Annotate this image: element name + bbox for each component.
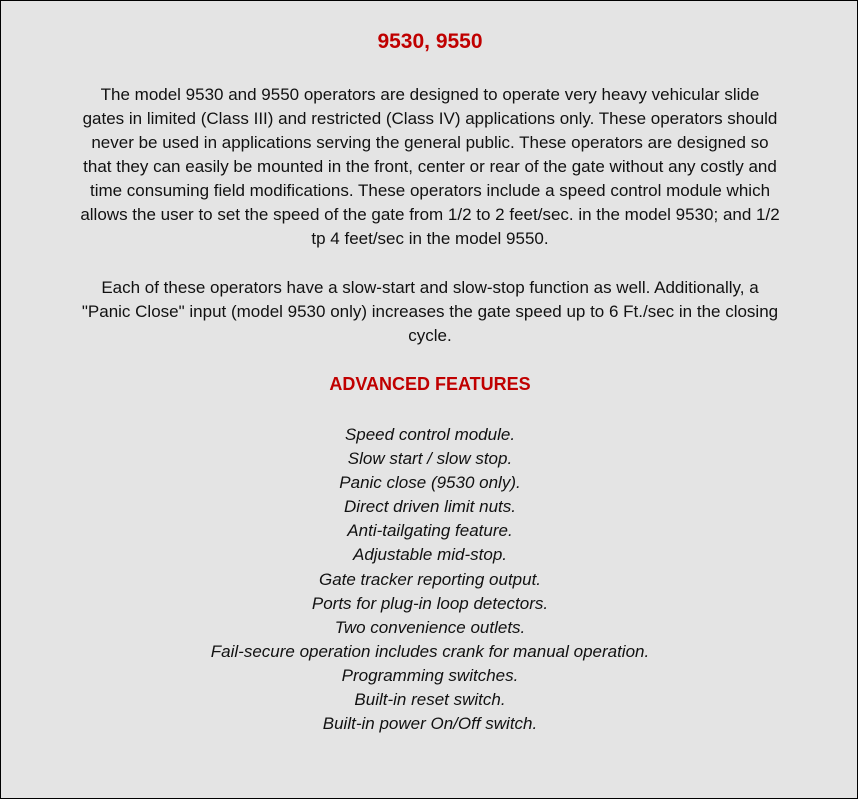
feature-item: Fail-secure operation includes crank for manual operation. [210, 641, 650, 661]
feature-item: Direct driven limit nuts. [344, 497, 516, 517]
feature-item: Two convenience outlets. [334, 617, 526, 637]
feature-item: Built-in power On/Off switch. [322, 714, 538, 734]
feature-item: Speed control module. [344, 425, 516, 444]
feature-item: Slow start / slow stop. [347, 449, 513, 469]
page-title: 9530, 9550 [377, 30, 483, 53]
description-paragraph-2: Each of these operators have a slow-start and slow-stop function as well. Additionally, a "Panic Close" input (model 9530 only) increases the gate speed up to 6 Ft./sec in the closing cycle. [81, 278, 779, 345]
feature-item: Anti-tailgating feature. [347, 521, 513, 541]
feature-item: Gate tracker reporting output. [318, 569, 542, 589]
feature-item: Panic close (9530 only). [339, 473, 521, 493]
feature-item: Built-in reset switch. [354, 690, 506, 710]
features-list [79, 423, 781, 736]
description-paragraph-1: The model 9530 and 9550 operators are designed to operate very heavy vehicular slide gates in limited (Class III) and restricted (Class IV) applications only. These operators should never be used in applications serving the general public. These operators are designed so that they can easily be mounted in the front, center or rear of the gate without any costly and time consuming field modifications. These operators include a speed control module which allows the user to set the speed of the gate from 1/2 to 2 feet/sec. in the model 9530; and 1/2 tp 4 feet/sec in the model 9550. [80, 85, 780, 248]
features-heading: ADVANCED FEATURES [329, 374, 531, 394]
feature-item: Adjustable mid-stop. [352, 545, 508, 565]
feature-item: Programming switches. [341, 665, 519, 685]
feature-item: Ports for plug-in loop detectors. [311, 593, 549, 613]
